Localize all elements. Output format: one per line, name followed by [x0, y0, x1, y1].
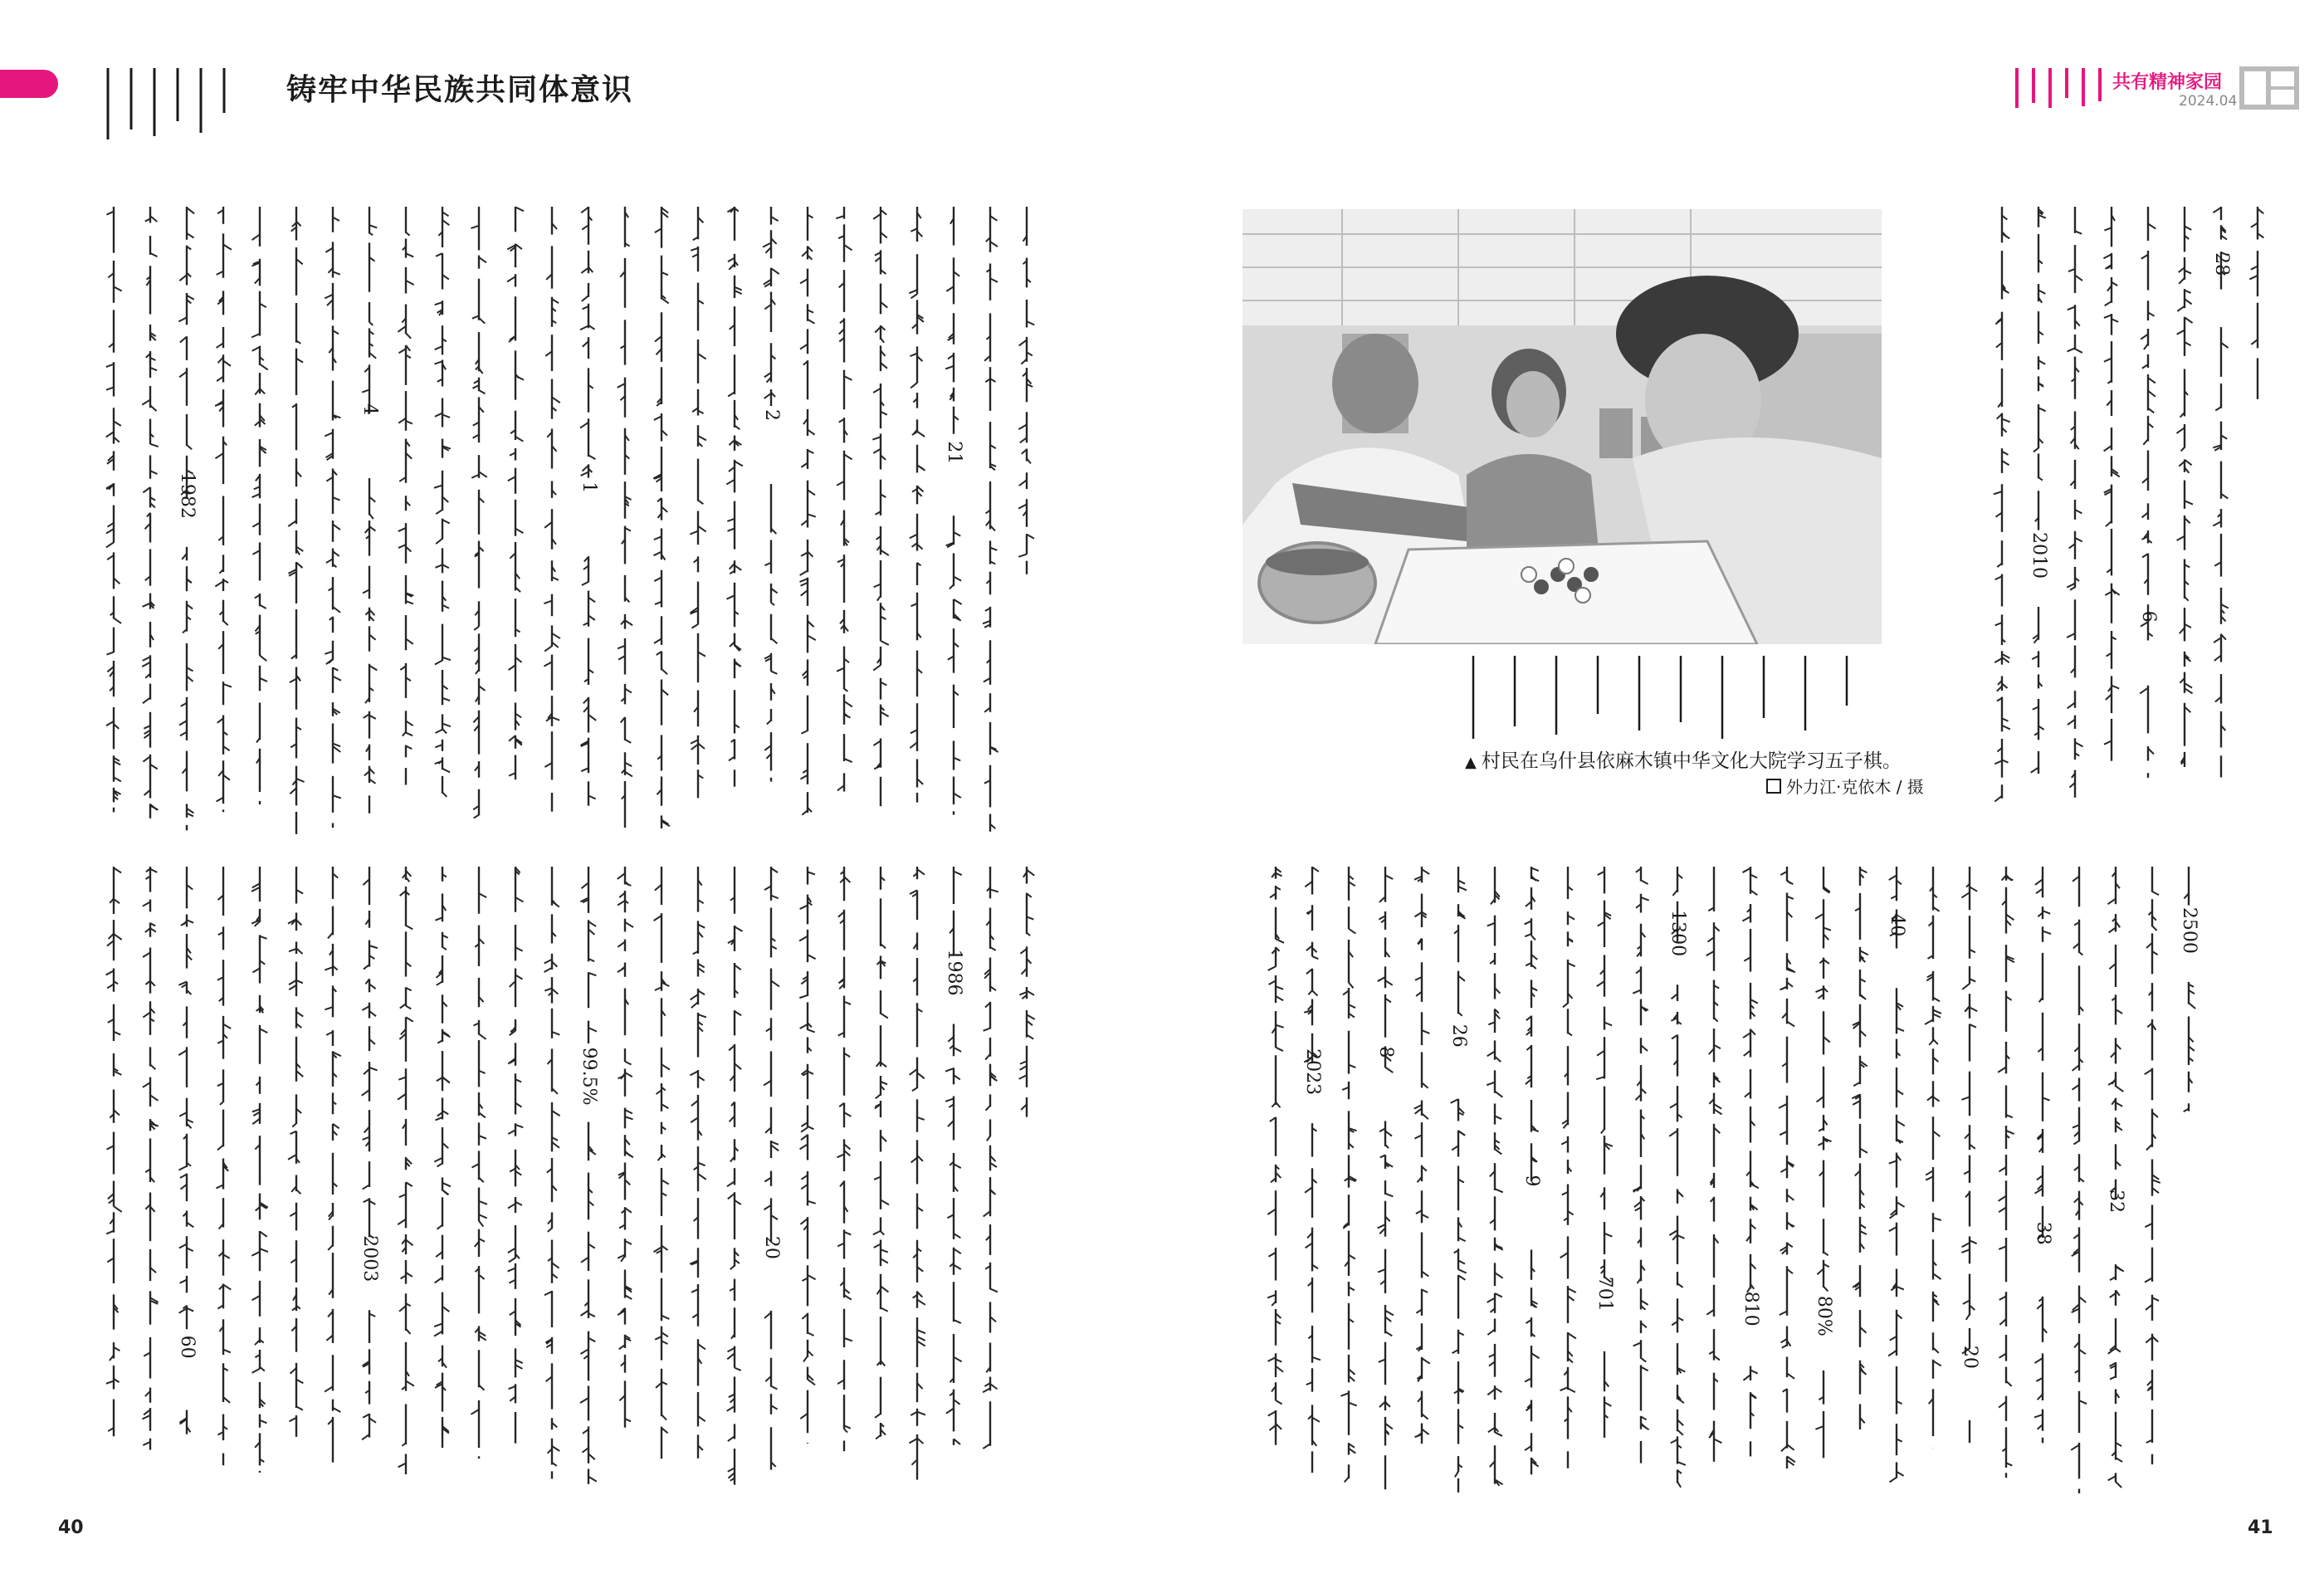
mongolian-column-title: [100, 63, 274, 143]
inline-number: 32: [2106, 1190, 2126, 1214]
page-title: 铸牢中华民族共同体意识: [286, 72, 634, 107]
inline-number: 38: [2033, 1221, 2053, 1245]
inline-number: 21: [944, 441, 964, 465]
inline-number: 9: [1521, 1175, 1542, 1187]
inline-number: 4: [359, 403, 380, 416]
inline-number: 20: [761, 1235, 782, 1259]
inline-number: 1982: [177, 472, 198, 519]
inline-number: 6: [2138, 610, 2159, 623]
photo-image: [1243, 209, 1882, 644]
mongolian-columns: [1257, 863, 2207, 1494]
inline-number: 40: [1887, 913, 1907, 937]
inline-number: 2: [761, 409, 782, 422]
mongolian-text-block-bottom-left: [95, 863, 1045, 1494]
inline-number: 26: [1448, 1024, 1469, 1048]
photo-credit: [1766, 774, 1924, 798]
inline-number: 80%: [1814, 1295, 1834, 1336]
inline-number: 1300: [1667, 910, 1688, 957]
inline-number: 1: [579, 481, 599, 494]
square-icon: [1766, 779, 1781, 794]
inline-number: 60: [177, 1335, 198, 1359]
mongolian-text-block-top-left: [95, 203, 1045, 834]
inline-number: 20: [1960, 1345, 1980, 1369]
inline-number: 2010: [2029, 532, 2049, 579]
triangle-icon: ▲: [1465, 754, 1477, 771]
mongolian-columns: [95, 863, 1045, 1494]
issue-date: 2024.04: [2179, 93, 2238, 110]
mongolian-title-glyphs: [100, 63, 274, 143]
magazine-logo-icon: [2239, 65, 2299, 111]
inline-number: 2500: [2179, 906, 2200, 954]
inline-number: 99.5%: [579, 1047, 599, 1106]
inline-number: 2023: [1302, 1048, 1323, 1096]
mongolian-columns: [95, 203, 1045, 834]
mongolian-text-block-bottom-right: [1257, 863, 2207, 1494]
section-tab: [0, 70, 58, 98]
page-number-left: 40: [58, 1517, 84, 1538]
magazine-brand: [2009, 65, 2307, 123]
brand-title: 共有精神家园: [2112, 72, 2223, 93]
inline-number: 2003: [359, 1235, 380, 1283]
inline-number: 1986: [944, 949, 964, 996]
mongolian-text-block-top-right: [1984, 203, 2276, 818]
inline-number: 701: [1594, 1276, 1615, 1312]
brand-mongolian-glyphs: [2009, 65, 2108, 111]
mongolian-columns: [1984, 203, 2276, 818]
page-number-right: 41: [2248, 1517, 2273, 1538]
inline-number: 28: [2211, 252, 2232, 276]
photo-caption: [1465, 745, 1902, 773]
photo-credit-text: 外力江·克依木 / 摄: [1786, 777, 1924, 797]
inline-number: 810: [1741, 1291, 1761, 1327]
photo-chess-players: [1243, 209, 1882, 644]
inline-number: 8: [1375, 1046, 1396, 1058]
photo-caption-text: 村民在乌什县依麻木镇中华文化大院学习五子棋。: [1481, 750, 1902, 772]
